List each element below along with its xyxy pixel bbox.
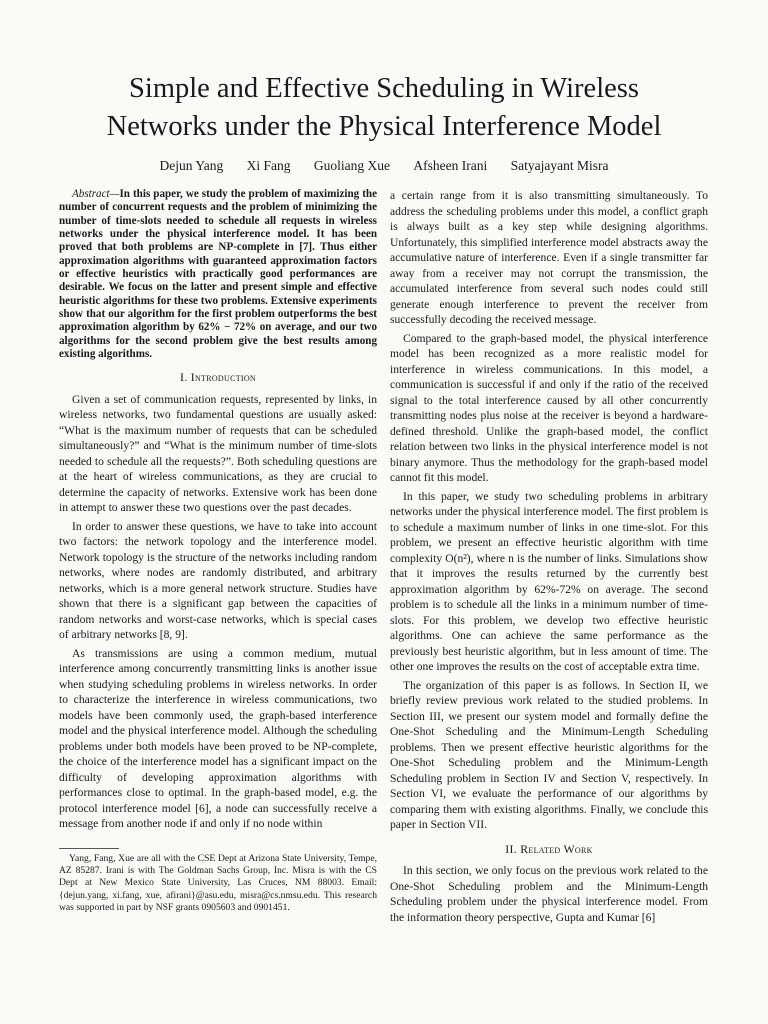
- author-name: Dejun Yang: [159, 158, 224, 173]
- body-paragraph: The organization of this paper is as follows. In Section II, we briefly review previous work related to the studied problems. In Section III, we present our system model and formally define the One-Shot Scheduling and the Minimum-Length Scheduling problems. Then we present effective heuristic algorithms for the One-Shot Scheduling problem and the Minimum-Length Scheduling problem in Section IV and Section V, respectively. In Section VI, we evaluate the performance of our algorithms by comparing them with existing algorithms. Finally, we conclude this paper in Section VII.: [390, 678, 708, 831]
- author-name: Guoliang Xue: [313, 158, 391, 173]
- title-line-2: Networks under the Physical Interference Model: [106, 111, 662, 142]
- footnote-divider: [59, 848, 119, 849]
- title-line-1: Simple and Effective Scheduling in Wireless: [129, 73, 639, 104]
- abstract-dash: —: [109, 188, 120, 200]
- author-list: [40, 157, 728, 175]
- author-name: Afsheen Irani: [413, 158, 488, 173]
- body-paragraph: In order to answer these questions, we have to take into account two factors: the network topology and the interference model. Network topology is the structure of the networks including random networks, where nodes are randomly distributed, and arbitrary networks, which is a more general network structure. Studies have shown that there is a significant gap between the capacities of random networks and worst-case networks, which is special cases of arbitrary networks [8, 9].: [59, 519, 377, 642]
- paper-title: [40, 70, 728, 146]
- body-paragraph: Compared to the graph-based model, the physical interference model has been recognized as a more realistic model for interference in wireless communications. In this model, a communication is successful if and only if the ratio of the received signal to the total interference caused by all other concurrently transmitting nodes plus noise at the receiver is beyond a hardware-defined threshold. Unlike the graph-based model, the conflict relation between two links in the physical interference model is not binary anymore. Thus the methodology for the graph-based model cannot fit this model.: [390, 331, 708, 484]
- left-column: [59, 188, 377, 835]
- body-paragraph: As transmissions are using a common medium, mutual interference among concurrently transmitting links is another issue when studying scheduling problems in wireless networks. In order to characterize the interference in wireless communications, two models have been commonly used, the graph-based interference model and the physical interference model. Although the scheduling problems under both models have been proved to be NP-complete, the choice of the interference model has a significant impact on the difficulty of developing approximation algorithms with performances close to optimal. In the graph-based model, e.g. the protocol interference model [6], a node can successfully receive a message from another node if and only if no node within: [59, 646, 377, 831]
- section-heading-introduction: I. Introduction: [179, 370, 257, 385]
- body-paragraph: Given a set of communication requests, represented by links, in wireless networks, two fundamental questions are usually asked: “What is the maximum number of requests that can be scheduled simultaneously?” and “What is the minimum number of time-slots needed to schedule all the requests?”. Both scheduling questions are at the heart of wireless communications, as they are crucial to determine the capacity of networks. Extensive work has been done in attempt to answer these two questions over the past decades.: [59, 392, 377, 515]
- author-name: Xi Fang: [246, 158, 291, 173]
- abstract: [59, 188, 377, 361]
- body-paragraph: In this paper, we study two scheduling problems in arbitrary networks under the physical interference model. The first problem is to schedule a maximum number of links in one time-slot. For this problem, we present an effective heuristic algorithm with time complexity O(n²), where n is the number of links. Simulations show that it improves the results returned by the currently best approximation algorithm by 62%-72% on average. The second problem is to schedule all the links in a minimum number of time-slots. For this problem, we develop two effective heuristic algorithms. One can achieve the same performance as the previously best heuristic algorithm, but in less amount of time. The other one improves the results on the cost of acceptable extra time.: [390, 489, 708, 673]
- right-column: [390, 188, 708, 928]
- abstract-label: Abstract: [72, 188, 110, 200]
- author-affiliation-footnote: Yang, Fang, Xue are all with the CSE Dept at Arizona State University, Tempe, AZ 85287. Irani is with The Goldman Sachs Group, Inc. Misra is with the CS Dept at New Mexico State University, Las Cruces, NM 88003. Email: {dejun.yang, xi.fang, xue, afirani}@asu.edu, misra@cs.nmsu.edu. This research was supported in part by NSF grants 0905603 and 0901451.: [59, 853, 377, 913]
- author-name: Satyajayant Misra: [510, 158, 609, 173]
- section-heading-related-work: II. Related Work: [505, 841, 593, 856]
- abstract-text: In this paper, we study the problem of maximizing the number of concurrent requests and the problem of minimizing the number of time-slots needed to schedule all requests in wireless networks under the physical interference model. It has been proved that both problems are NP-complete in [7]. Thus either approximation algorithms with guaranteed approximation factors or effective heuristics with practically good performances are desirable. We focus on the latter and present simple and effective heuristic algorithms for these two problems. Extensive experiments show that our algorithm for the first problem outperforms the best approximation algorithm by 62% − 72% on average, and our two algorithms for the second problem give the best results among existing algorithms.: [59, 188, 377, 361]
- body-paragraph: In this section, we only focus on the previous work related to the One-Shot Scheduling problem and the Minimum-Length Scheduling problem under the physical interference model. From the information theory perspective, Gupta and Kumar [6]: [390, 864, 708, 924]
- body-paragraph: a certain range from it is also transmitting simultaneously. To address the scheduling problems under this model, a conflict graph is always built as a key step while designing algorithms. Unfortunately, this simplified interference model abstracts away the accumulative nature of interference. Even if a single transmitter far away from a receiver may not corrupt the transmission, the accumulated interference from several such nodes could still generate enough interference to prevent the receiver from successfully decoding the received message.: [390, 189, 708, 326]
